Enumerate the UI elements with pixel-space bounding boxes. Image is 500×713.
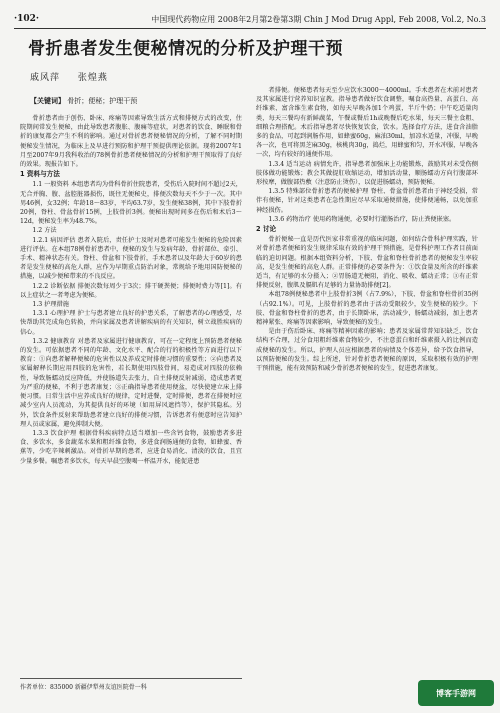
section-heading: 2 讨论	[256, 225, 277, 234]
right-column	[256, 86, 478, 373]
body-paragraph: 1.3.1 心理护理 护士与患者建立良好的护患关系，了解患者的心理感受，尽快帮助其完成角色转换，并向家属及患者讲解疾病的有关知识，树立战胜疾病的信心。	[20, 310, 242, 336]
body-paragraph: 1.2.1 病因评估 患者入院后，责任护士及时对患者可能发生便秘的危险因素进行评估。在本组78例骨折患者中，便秘的发生与发病年龄、骨折部位、牵引、手术、精神状态有关。脊柱、骨盆和下肢骨折，手术患者以及年龄大于60岁的患者是发生便秘的高危人群，应作为早期重点防治对象，常规给予地用国防便秘的措施，以减少便秘带来的不良反应。	[20, 236, 242, 281]
article-authors: 戚风萍 张煌燕	[30, 73, 108, 83]
author-affiliation-footnote: 作者单位：835000 新疆伊犁州友谊医院骨一科	[20, 678, 242, 691]
body-paragraph: 是由于伤后卧床、疼痛等精神因素的影响；患者及家属常普知识缺乏，饮食结构不合理，过分食用粗纤维素食物较少，不注意蛋白和纤维素摄入的比例而造成便秘的发生。所以，护理人员应根据患者的病情及个体差异，给予饮食指导，以预防便秘的发生。综上所述，针对骨折患者便秘的原因，采取积极有效的护理干预措施，能有效预防和减少骨折患者便秘的发生，促进患者康复。	[256, 328, 478, 373]
left-column	[20, 114, 242, 466]
body-paragraph: 1.3.2 健康教育 对患者及家属进行健康教育，可在一定程度上预防患者便秘的发生。可依据患者不同的年龄、文化水平、配合的行的积极性等方面进行以下教育：①向患者解释便秘的危害性以及养成定时排便习惯的重要性；②向患者及家属解释长期应用四肢的危害性，若长期使用四肢骨间，易造成对四肢的依赖性，导致肠蠕动反应降低，并使肠道失去张力，自主排便反射减弱，造成患者更为严重的便秘，不利于患者康复；③正确指导患者使用便盆，尽快使建立床上排便习惯。日常生活中应养成良好的规律，定时进餐，定时排便，患者在排便时应减少室内人员流动，为其提供良好的环境（如用屏风遮挡等），保护其隐私。另外，饮食条件反射来帮助患者建立良好的排便习惯，告诉患者有便意时应告知护理人员或家属，避免抑制大便。	[20, 337, 242, 428]
body-paragraph: 者排便。便秘患者每天至少应饮水3000～4000ml。手术患者在术前对患者及其家属进行营养知识宣教。指导患者做好饮食调整，嘱食高热量、高蛋白、高纤维素、富含维生素食物，如每天早晚各加1个鸡蛋，半斤牛奶；中午吃适量肉类，每天三餐均有新鲜蔬菜，午餐或餐后1h或晚餐后吃水果，每天三餐主食粗、细粮合理搭配。术后指导患者尽快恢复饮食，饮水。选择食疗方法，进食含油脂多的食品，可起到润肠作用，如蜂蜜60g，麻油30ml，加凉水适量，冲服，早晚各一次，也可将黑芝麻30g，核桃肉30g，捣烂，用蜂蜜和匀，开水冲服，早晚各一次，均有较好的通便作用。	[256, 87, 478, 159]
body-paragraph: 1.3 护理措施	[32, 301, 69, 309]
keywords-label: 【关键词】	[30, 97, 65, 105]
running-header	[14, 12, 486, 29]
body-paragraph: 1.1 一般资料 本组患者均为骨科骨折住院患者，受伤后入院时间不超过2天，无合并胸、腹、盆腔脏器损伤，既往无便秘史，排便次数每天不少于一次。其中男46例，女32例；年龄18～83岁，平均63.7岁，发生便秘38例，其中下肢骨折20例，脊柱、骨盆骨折15例，上肢骨折3例。便秘出现时间多在伤后和术后3～12d，便秘发生率为48.7%。	[20, 181, 242, 226]
body-paragraph: 骨折便秘一直是历代医家非常重视的临床问题，如何结合骨科护理实践，针对骨折患者便秘的发生规律采取有效的护理干预措施，是骨科护理工作者目前面临的迫切问题。根据本组资料分析，下肢、骨盆和脊柱骨折患者的便秘发生率较高，是发生便秘的高危人群。正常排便的必要条件为：①饮食量及所含的纤维素适当，有足够的水分摄入；②胃肠道无梗阻，消化、吸收、蠕动正常；③有正常排便反射，腹肌及膈肌有足够的力量协助排便[2]。	[256, 236, 478, 290]
body-paragraph: 1.2 方法	[32, 227, 57, 235]
body-paragraph: 1.2.2 诊断依据 排便次数每周少于3次；排干硬粪便；排便时费力等[1]。有以上症状之一者考虑为便秘。	[20, 282, 242, 299]
body-paragraph: 1.3.6 药物治疗 使用药物通便，必要时行灌肠治疗，防止粪便嵌塞。	[268, 215, 456, 223]
body-paragraph: 本组78例便秘患者中上肢骨折3例（占7.9%），下肢、骨盆和脊柱骨折35例（占92.1%）。可见，上肢骨折的患者由于活动受限较少，发生便秘的较少。下肢、骨盆和脊柱骨折的患者，由于长期卧床，活动减少，肠蠕动减弱，加上患者精神紧张、疼痛等因素影响，导致便秘的发生。	[256, 291, 478, 327]
article-title: 骨折患者发生便秘情况的分析及护理干预	[28, 39, 343, 59]
body-paragraph: 骨折患者由于创伤、卧床、疼痛等因素导致生活方式和排便方式的改变，住院期间常发生便秘，由此导致患者腹胀、腹痛等症状，对患者的饮食、睡眠和骨折的康复都会产生不利的影响。通过对骨折患者便秘情况的分析，了解不同时期便秘发生情况，为临床上及早进行预防和护理干预提供理论依据。现将2007年1月至2007年9月我科收治的78例骨折患者便秘情况的分析和护理干预取得了良好的效果。现报告如下。	[20, 115, 242, 169]
journal-citation: 中国现代药物应用 2008年2月第2卷第3期 Chin J Mod Drug Appl, Feb 2008, Vol.2, No.3	[151, 14, 486, 24]
body-paragraph: 1.3.3 饮食护理 根据骨科疾病特点适当增加一些含钙食物，鼓励患者多进食、多饮水，多食蔬菜水果和粗纤维食物，多进食润肠通便的食物，如蜂蜜、香蕉等，少吃辛辣刺激品。对骨折早期的患者，应进食易消化、清淡的饮食，且宜少量多餐。嘱患者多饮水，每天早晨空腹喝一杯温开水，能促进患	[20, 429, 242, 465]
watermark-logo-text: 博客手游网	[436, 688, 476, 698]
section-heading: 1 资料与方法	[20, 170, 60, 179]
page-number: ·102·	[14, 14, 40, 24]
body-paragraph: 1.3.4 适当运动 病情允许，指导患者加强床上功能锻炼，鼓励其对未受伤侧肢体做功能锻炼；教会其做提肛收缩运动，增加活动量，顺肠蠕动方向行腹部环形按摩，做腹部热敷（注意防止烫伤），以促进肠蠕动，预防便秘。	[256, 160, 478, 187]
body-paragraph: 1.3.5 特殊部位骨折患者的便秘护理 脊柱、骨盆骨折患者由于神经受损，常伴有便秘，针对这类患者在急性期应尽早采取通便措施，使排便通畅，以免加重神经损伤。	[256, 188, 478, 214]
keywords-text: 骨折；便秘；护理干预	[67, 97, 138, 105]
watermark-logo	[418, 680, 494, 706]
keywords	[30, 96, 137, 106]
